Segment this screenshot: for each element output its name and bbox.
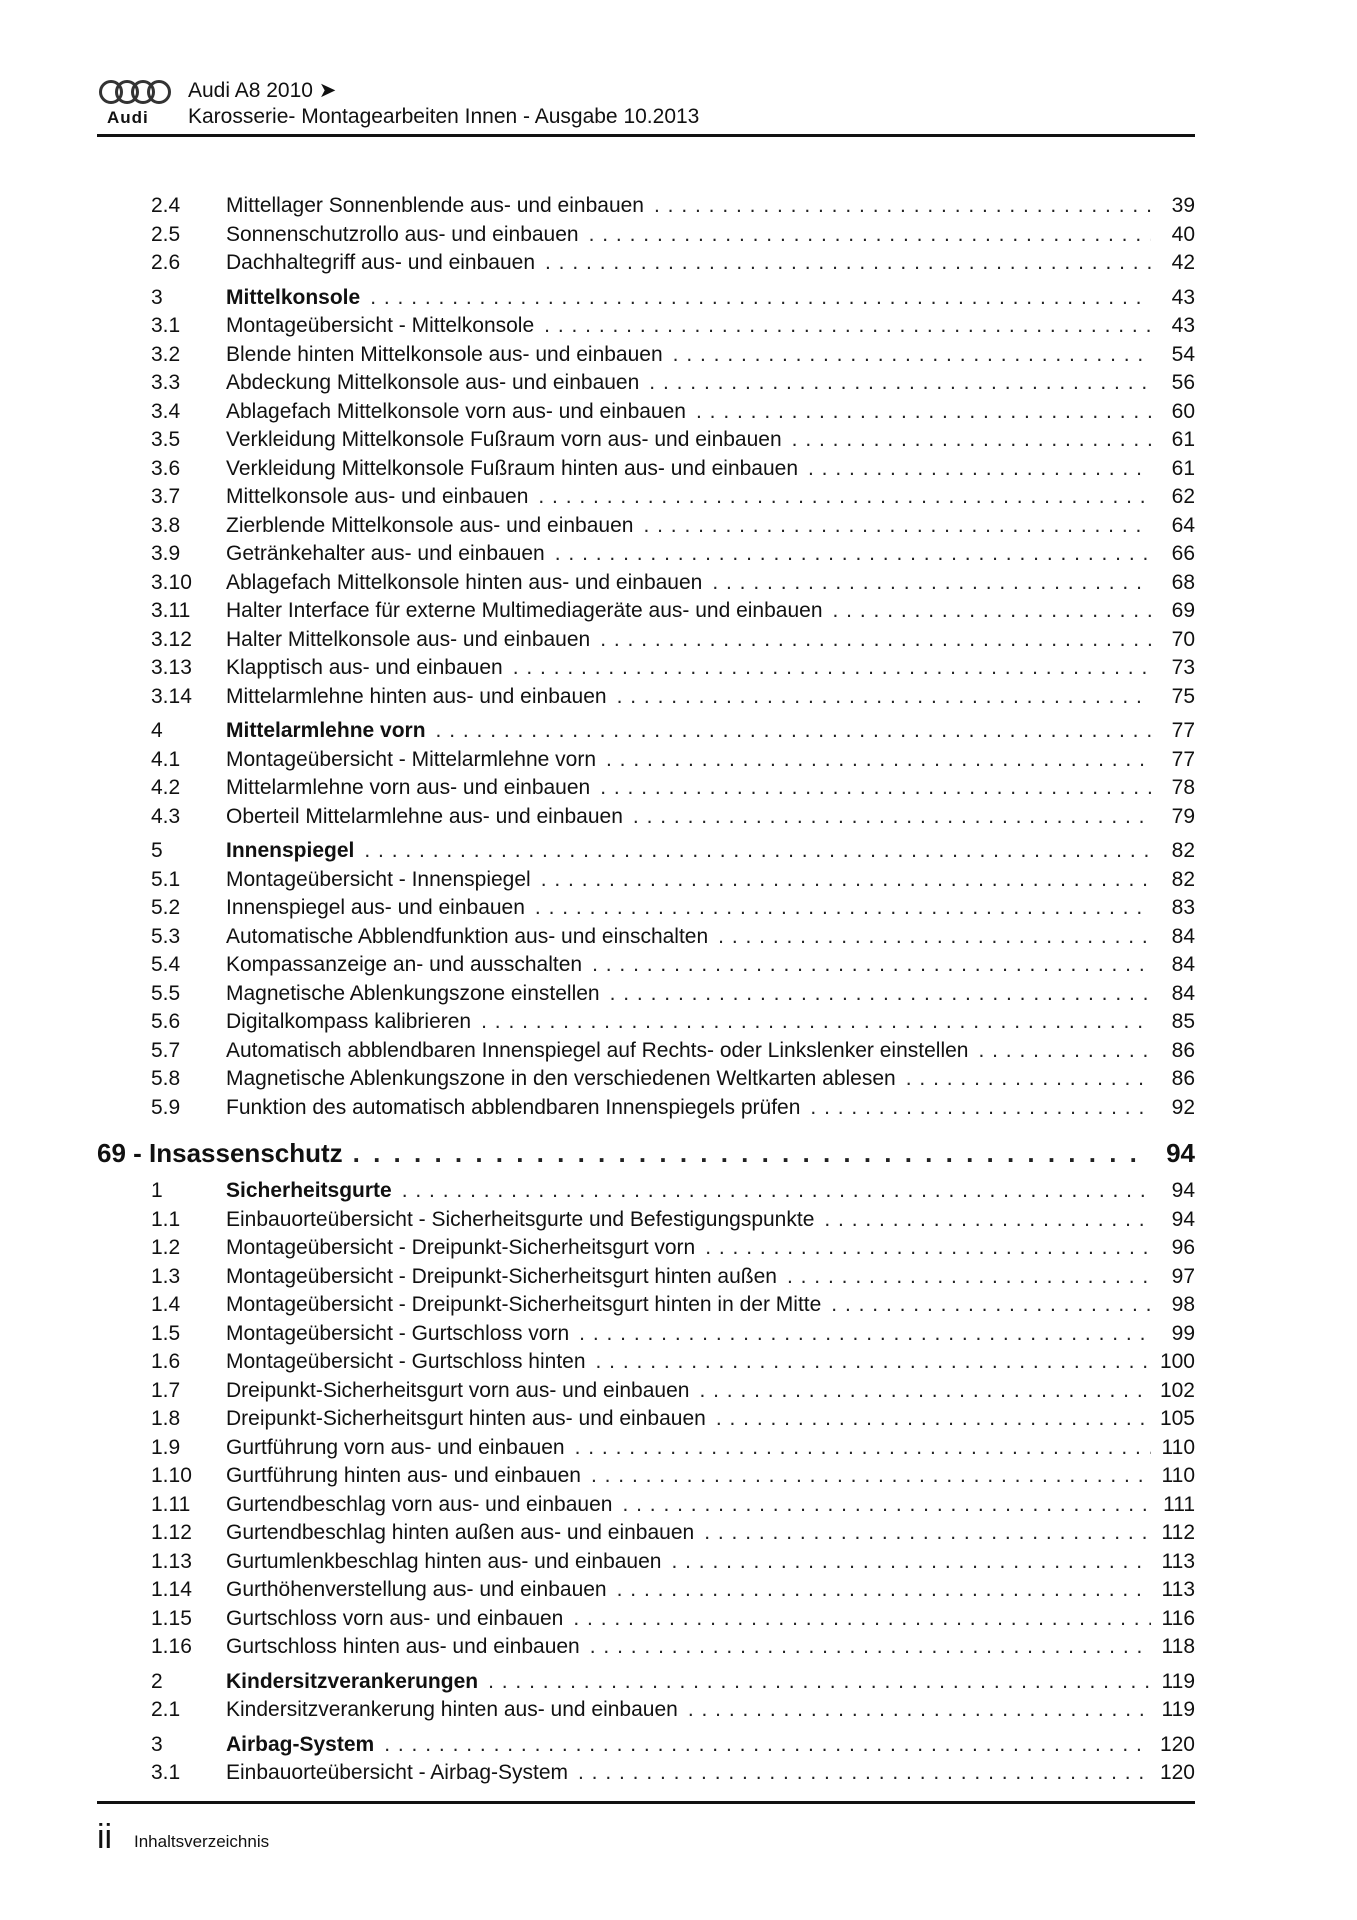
toc-section-row[interactable] — [97, 717, 1195, 746]
dot-leader — [535, 894, 1151, 923]
toc-page-number: 86 — [1171, 1038, 1195, 1062]
toc-number: 3.13 — [151, 656, 192, 679]
toc-number: 2.4 — [151, 194, 181, 217]
toc-item-row[interactable] — [97, 980, 1195, 1009]
dot-leader — [810, 1094, 1151, 1123]
toc-page-number: 92 — [1171, 1095, 1195, 1119]
toc-title: Montageübersicht - Gurtschloss hinten — [226, 1350, 586, 1373]
toc-title: Gurtendbeschlag hinten außen aus- und einbauen — [226, 1521, 695, 1544]
toc-item-row[interactable] — [97, 540, 1195, 569]
toc-title: Getränkehalter aus- und einbauen — [226, 542, 545, 565]
dot-leader — [705, 1234, 1151, 1263]
toc-number: 1.3 — [151, 1264, 181, 1288]
toc-number: 5.7 — [151, 1038, 181, 1062]
toc-number: 1.1 — [151, 1207, 181, 1231]
dot-leader — [589, 221, 1151, 250]
toc-title: Halter Interface für externe Multimediageräte aus- und einbauen — [226, 599, 823, 622]
toc-page-number: 70 — [1171, 627, 1195, 651]
toc-title: Kindersitzverankerungen — [226, 1669, 479, 1693]
toc-section-row[interactable] — [97, 1177, 1195, 1206]
toc-item-row[interactable] — [97, 1377, 1195, 1406]
toc-item-row[interactable] — [97, 803, 1195, 832]
toc-title: Verkleidung Mittelkonsole Fußraum hinten aus- und einbauen — [226, 456, 799, 480]
toc-page-number: 77 — [1171, 719, 1195, 742]
toc-page-number: 119 — [1161, 1698, 1195, 1721]
toc-title: Ablagefach Mittelkonsole hinten aus- und einbauen — [226, 570, 703, 594]
toc-number: 3.10 — [151, 570, 192, 594]
toc-item-row[interactable] — [97, 192, 1195, 221]
dot-leader — [596, 1348, 1151, 1377]
toc-page-number: 82 — [1171, 839, 1195, 862]
toc-number: 2.6 — [151, 251, 181, 274]
toc-page-number: 98 — [1171, 1293, 1195, 1316]
toc-number: 1.7 — [151, 1378, 181, 1402]
dot-leader — [792, 426, 1151, 455]
toc-section-row[interactable] — [97, 284, 1195, 313]
toc-page-number: 43 — [1171, 314, 1195, 337]
toc-page-number: 112 — [1161, 1521, 1195, 1544]
toc-item-row[interactable] — [97, 455, 1195, 484]
toc-page-number: 110 — [1161, 1435, 1195, 1459]
dot-leader — [622, 1491, 1151, 1520]
toc-page-number: 96 — [1171, 1236, 1195, 1259]
toc-page-number: 61 — [1171, 456, 1195, 480]
toc-section-row[interactable] — [97, 1731, 1195, 1760]
toc-section-row[interactable] — [97, 1668, 1195, 1697]
toc-number: 5.5 — [151, 981, 181, 1005]
toc-title: Mittelkonsole — [226, 285, 361, 309]
dot-leader — [555, 540, 1151, 569]
toc-item-row[interactable] — [97, 1094, 1195, 1123]
toc-title: Innenspiegel — [226, 839, 355, 862]
dot-leader — [688, 1696, 1151, 1725]
toc-number: 3 — [151, 1732, 163, 1756]
toc-title: Mittelkonsole aus- und einbauen — [226, 485, 529, 508]
toc-chapter-row[interactable] — [97, 1135, 1195, 1171]
toc-page-number: 100 — [1159, 1350, 1195, 1373]
toc-page-number: 83 — [1171, 896, 1195, 919]
toc-page-number: 110 — [1161, 1464, 1195, 1487]
toc-number: 5.6 — [151, 1010, 181, 1033]
toc-title: Montageübersicht - Gurtschloss vorn — [226, 1321, 570, 1345]
toc-item-row[interactable] — [97, 866, 1195, 895]
toc-number: 3.9 — [151, 542, 181, 565]
audi-rings-icon — [99, 80, 179, 104]
toc-item-row[interactable] — [97, 1065, 1195, 1094]
dot-leader — [712, 569, 1151, 598]
toc-item-row[interactable] — [97, 1633, 1195, 1662]
toc-item-row[interactable] — [97, 654, 1195, 683]
toc-item-row[interactable] — [97, 746, 1195, 775]
toc-page-number: 94 — [1171, 1179, 1195, 1202]
toc-number: 3.3 — [151, 371, 181, 394]
toc-number: 3.6 — [151, 456, 181, 480]
toc-number: 4.3 — [151, 804, 181, 828]
toc-title: Kindersitzverankerung hinten aus- und einbauen — [226, 1698, 678, 1721]
toc-page-number: 120 — [1159, 1732, 1195, 1756]
toc-item-row[interactable] — [97, 1759, 1195, 1788]
toc-title: Automatische Abblendfunktion aus- und einschalten — [226, 924, 709, 948]
dot-leader — [402, 1177, 1151, 1206]
dot-leader — [384, 1731, 1151, 1760]
toc-title: Montageübersicht - Dreipunkt-Sicherheitsgurt vorn — [226, 1236, 696, 1259]
toc-number: 2 — [151, 1669, 163, 1693]
dot-leader — [541, 866, 1151, 895]
toc-number: 1.2 — [151, 1236, 181, 1259]
dot-leader — [610, 980, 1151, 1009]
dot-leader — [824, 1206, 1151, 1235]
toc-item-row[interactable] — [97, 1405, 1195, 1434]
toc-number: 1.13 — [151, 1549, 192, 1573]
toc-item-row[interactable] — [97, 1263, 1195, 1292]
toc-title: Funktion des automatisch abblendbaren Innenspiegels prüfen — [226, 1095, 801, 1119]
toc-number: 4.2 — [151, 776, 181, 799]
toc-title: Magnetische Ablenkungszone in den verschiedenen Weltkarten ablesen — [226, 1067, 896, 1090]
toc-number: 1.8 — [151, 1407, 181, 1430]
toc-page-number: 43 — [1171, 285, 1195, 309]
toc-page-number: 113 — [1161, 1549, 1195, 1573]
toc-item-row[interactable] — [97, 774, 1195, 803]
toc-title: Gurthöhenverstellung aus- und einbauen — [226, 1578, 607, 1601]
toc-number: 5.8 — [151, 1067, 181, 1090]
toc-page-number: 66 — [1171, 542, 1195, 565]
audi-logo — [99, 80, 179, 128]
dot-leader — [578, 1759, 1151, 1788]
toc-page-number: 79 — [1171, 804, 1195, 828]
toc-title: Gurtführung vorn aus- und einbauen — [226, 1435, 565, 1459]
page-footer — [97, 1801, 1195, 1856]
toc-item-row[interactable] — [97, 341, 1195, 370]
toc-number: 3.4 — [151, 399, 181, 423]
toc-item-row[interactable] — [97, 683, 1195, 712]
toc-number: 5 — [151, 839, 163, 862]
toc-title: Sicherheitsgurte — [226, 1179, 392, 1202]
toc-item-row[interactable] — [97, 398, 1195, 427]
dot-leader — [978, 1037, 1151, 1066]
toc-title: 69 - Insassenschutz — [97, 1138, 343, 1168]
toc-item-row[interactable] — [97, 1605, 1195, 1634]
toc-number: 3.2 — [151, 342, 181, 366]
toc-page-number: 77 — [1171, 747, 1195, 771]
toc-number: 1.11 — [151, 1492, 191, 1516]
toc-number: 3 — [151, 285, 163, 309]
toc-number: 4 — [151, 719, 163, 742]
dot-leader — [481, 1008, 1151, 1037]
toc-title: Ablagefach Mittelkonsole vorn aus- und einbauen — [226, 399, 686, 423]
toc-page-number: 42 — [1171, 251, 1195, 274]
dot-leader — [718, 923, 1151, 952]
dot-leader — [699, 1377, 1151, 1406]
toc-page-number: 120 — [1159, 1761, 1195, 1784]
toc-number: 3.8 — [151, 513, 181, 537]
toc-item-row[interactable] — [97, 1434, 1195, 1463]
toc-title: Abdeckung Mittelkonsole aus- und einbauen — [226, 371, 640, 394]
toc-page-number: 105 — [1159, 1407, 1195, 1430]
toc-title: Gurtumlenkbeschlag hinten aus- und einbauen — [226, 1549, 662, 1573]
toc-page-number: 78 — [1171, 776, 1195, 799]
toc-title: Mittelarmlehne vorn aus- und einbauen — [226, 776, 591, 799]
toc-page-number: 97 — [1171, 1264, 1195, 1288]
toc-item-row[interactable] — [97, 312, 1195, 341]
toc-page-number: 56 — [1171, 371, 1195, 394]
toc-item-row[interactable] — [97, 1008, 1195, 1037]
toc-page-number: 94 — [1171, 1207, 1195, 1231]
toc-number: 3.12 — [151, 627, 192, 651]
toc-title: Automatisch abblendbaren Innenspiegel auf Rechts- oder Linkslenker einstellen — [226, 1038, 969, 1062]
dot-leader — [353, 1135, 1151, 1171]
toc-item-row[interactable] — [97, 569, 1195, 598]
toc-page-number: 75 — [1171, 684, 1195, 708]
toc-title: Gurtschloss vorn aus- und einbauen — [226, 1606, 564, 1630]
toc-page-number: 113 — [1161, 1578, 1195, 1601]
toc-page-number: 84 — [1171, 953, 1195, 976]
toc-title: Innenspiegel aus- und einbauen — [226, 896, 525, 919]
toc-item-row[interactable] — [97, 426, 1195, 455]
dot-leader — [592, 951, 1151, 980]
toc-item-row[interactable] — [97, 1320, 1195, 1349]
dot-leader — [573, 1605, 1151, 1634]
toc-number: 1.10 — [151, 1464, 192, 1487]
dot-leader — [545, 249, 1151, 278]
dot-leader — [617, 683, 1151, 712]
dot-leader — [671, 1548, 1151, 1577]
toc-title: Gurtendbeschlag vorn aus- und einbauen — [226, 1492, 613, 1516]
toc-number: 3.1 — [151, 1761, 181, 1784]
toc-title: Dreipunkt-Sicherheitsgurt hinten aus- und einbauen — [226, 1407, 706, 1430]
toc-number: 4.1 — [151, 747, 181, 771]
toc-number: 2.5 — [151, 222, 181, 246]
toc-title: Montageübersicht - Mittelarmlehne vorn — [226, 747, 597, 771]
toc-item-row[interactable] — [97, 249, 1195, 278]
toc-title: Dachhaltegriff aus- und einbauen — [226, 251, 536, 274]
toc-page-number: 60 — [1171, 399, 1195, 423]
toc-page-number: 102 — [1159, 1378, 1195, 1402]
toc-item-row[interactable] — [97, 1291, 1195, 1320]
toc-title: Airbag-System — [226, 1732, 375, 1756]
brand-wordmark: Audi — [107, 108, 149, 127]
toc-page-number: 94 — [1166, 1138, 1195, 1168]
toc-title: Montageübersicht - Mittelkonsole — [226, 314, 535, 337]
toc-title: Mittelarmlehne vorn — [226, 719, 426, 742]
toc-number: 5.3 — [151, 924, 181, 948]
toc-item-row[interactable] — [97, 369, 1195, 398]
toc-number: 1.9 — [151, 1435, 181, 1459]
toc-title: Montageübersicht - Innenspiegel — [226, 867, 531, 891]
toc-number: 5.2 — [151, 896, 181, 919]
toc-title: Mittelarmlehne hinten aus- und einbauen — [226, 684, 607, 708]
toc-title: Mittellager Sonnenblende aus- und einbauen — [226, 194, 644, 217]
model-title: Audi A8 2010 ➤ — [188, 79, 337, 102]
toc-item-row[interactable] — [97, 1234, 1195, 1263]
toc-page-number: 99 — [1171, 1321, 1195, 1345]
toc-item-row[interactable] — [97, 1206, 1195, 1235]
toc-section-row[interactable] — [97, 837, 1195, 866]
toc-item-row[interactable] — [97, 512, 1195, 541]
toc-number: 1.6 — [151, 1350, 181, 1373]
toc-title: Klapptisch aus- und einbauen — [226, 656, 503, 679]
toc-item-row[interactable] — [97, 1519, 1195, 1548]
toc-page-number: 73 — [1171, 656, 1195, 679]
toc-item-row[interactable] — [97, 1037, 1195, 1066]
toc-item-row[interactable] — [97, 1462, 1195, 1491]
toc-number: 3.7 — [151, 485, 181, 508]
toc-number: 1.14 — [151, 1578, 192, 1601]
toc-title: Zierblende Mittelkonsole aus- und einbauen — [226, 513, 634, 537]
dot-leader — [579, 1320, 1151, 1349]
toc-number: 3.14 — [151, 684, 192, 708]
dot-leader — [591, 1462, 1151, 1491]
toc-page-number: 82 — [1171, 867, 1195, 891]
dot-leader — [833, 597, 1151, 626]
toc-number: 1 — [151, 1179, 163, 1202]
toc-item-row[interactable] — [97, 483, 1195, 512]
toc-number: 3.1 — [151, 314, 181, 337]
toc-title: Einbauorteübersicht - Airbag-System — [226, 1761, 568, 1784]
dot-leader — [513, 654, 1151, 683]
dot-leader — [696, 398, 1151, 427]
toc-item-row[interactable] — [97, 1548, 1195, 1577]
toc-item-row[interactable] — [97, 221, 1195, 250]
toc-page-number: 84 — [1171, 981, 1195, 1005]
toc-title: Einbauorteübersicht - Sicherheitsgurte und Befestigungspunkte — [226, 1207, 815, 1231]
dot-leader — [649, 369, 1151, 398]
dot-leader — [600, 774, 1151, 803]
toc-title: Halter Mittelkonsole aus- und einbauen — [226, 627, 591, 651]
toc-number: 1.12 — [151, 1521, 192, 1544]
toc-page-number: 118 — [1161, 1635, 1195, 1658]
footer-section-title: Inhaltsverzeichnis — [134, 1832, 270, 1851]
toc-number: 3.11 — [151, 599, 191, 622]
toc-title: Blende hinten Mittelkonsole aus- und einbauen — [226, 342, 663, 366]
toc-item-row[interactable] — [97, 626, 1195, 655]
toc-item-row[interactable] — [97, 1491, 1195, 1520]
dot-leader — [544, 312, 1151, 341]
toc-page-number: 61 — [1171, 428, 1195, 451]
dot-leader — [704, 1519, 1151, 1548]
dot-leader — [600, 626, 1151, 655]
toc-page-number: 64 — [1171, 513, 1195, 537]
toc-page-number: 119 — [1161, 1669, 1195, 1693]
dot-leader — [606, 746, 1151, 775]
toc-page-number: 39 — [1171, 194, 1195, 217]
toc-title: Montageübersicht - Dreipunkt-Sicherheitsgurt hinten in der Mitte — [226, 1293, 822, 1316]
toc-title: Sonnenschutzrollo aus- und einbauen — [226, 222, 579, 246]
toc-item-row[interactable] — [97, 1576, 1195, 1605]
toc-number: 2.1 — [151, 1698, 181, 1721]
toc-title: Verkleidung Mittelkonsole Fußraum vorn aus- und einbauen — [226, 428, 782, 451]
dot-leader — [831, 1291, 1151, 1320]
dot-leader — [633, 803, 1151, 832]
toc-number: 1.16 — [151, 1635, 192, 1658]
toc-page-number: 86 — [1171, 1067, 1195, 1090]
table-of-contents — [97, 192, 1195, 1788]
dot-leader — [673, 341, 1151, 370]
toc-title: Dreipunkt-Sicherheitsgurt vorn aus- und einbauen — [226, 1378, 690, 1402]
dot-leader — [906, 1065, 1151, 1094]
dot-leader — [654, 192, 1151, 221]
page-number: ii — [97, 1818, 113, 1856]
toc-page-number: 62 — [1171, 485, 1195, 508]
toc-title: Gurtschloss hinten aus- und einbauen — [226, 1635, 580, 1658]
dot-leader — [575, 1434, 1151, 1463]
toc-number: 1.4 — [151, 1293, 181, 1316]
page-header — [97, 76, 1195, 137]
toc-title: Montageübersicht - Dreipunkt-Sicherheitsgurt hinten außen — [226, 1264, 777, 1288]
toc-title: Oberteil Mittelarmlehne aus- und einbauen — [226, 804, 623, 828]
toc-item-row[interactable] — [97, 1696, 1195, 1725]
dot-leader — [617, 1576, 1151, 1605]
toc-page-number: 111 — [1163, 1492, 1195, 1516]
toc-page-number: 54 — [1171, 342, 1195, 366]
dot-leader — [488, 1668, 1151, 1697]
toc-number: 5.4 — [151, 953, 181, 976]
toc-page-number: 68 — [1171, 570, 1195, 594]
dot-leader — [364, 837, 1151, 866]
toc-page-number: 69 — [1171, 599, 1195, 622]
toc-number: 1.15 — [151, 1606, 192, 1630]
dot-leader — [808, 455, 1151, 484]
toc-title: Gurtführung hinten aus- und einbauen — [226, 1464, 581, 1487]
toc-item-row[interactable] — [97, 597, 1195, 626]
dot-leader — [436, 717, 1151, 746]
toc-title: Magnetische Ablenkungszone einstellen — [226, 981, 600, 1005]
toc-title: Kompassanzeige an- und ausschalten — [226, 953, 583, 976]
toc-number: 3.5 — [151, 428, 181, 451]
dot-leader — [716, 1405, 1151, 1434]
toc-item-row[interactable] — [97, 951, 1195, 980]
dot-leader — [787, 1263, 1151, 1292]
dot-leader — [538, 483, 1151, 512]
toc-item-row[interactable] — [97, 923, 1195, 952]
toc-page-number: 85 — [1171, 1010, 1195, 1033]
toc-page-number: 116 — [1161, 1606, 1195, 1630]
toc-page-number: 84 — [1171, 924, 1195, 948]
document-subtitle: Karosserie- Montagearbeiten Innen - Ausgabe 10.2013 — [188, 105, 700, 128]
toc-number: 1.5 — [151, 1321, 181, 1345]
toc-item-row[interactable] — [97, 894, 1195, 923]
toc-item-row[interactable] — [97, 1348, 1195, 1377]
dot-leader — [370, 284, 1151, 313]
toc-number: 5.9 — [151, 1095, 181, 1119]
toc-page-number: 40 — [1171, 222, 1195, 246]
toc-number: 5.1 — [151, 867, 181, 891]
dot-leader — [590, 1633, 1151, 1662]
dot-leader — [643, 512, 1151, 541]
toc-title: Digitalkompass kalibrieren — [226, 1010, 472, 1033]
